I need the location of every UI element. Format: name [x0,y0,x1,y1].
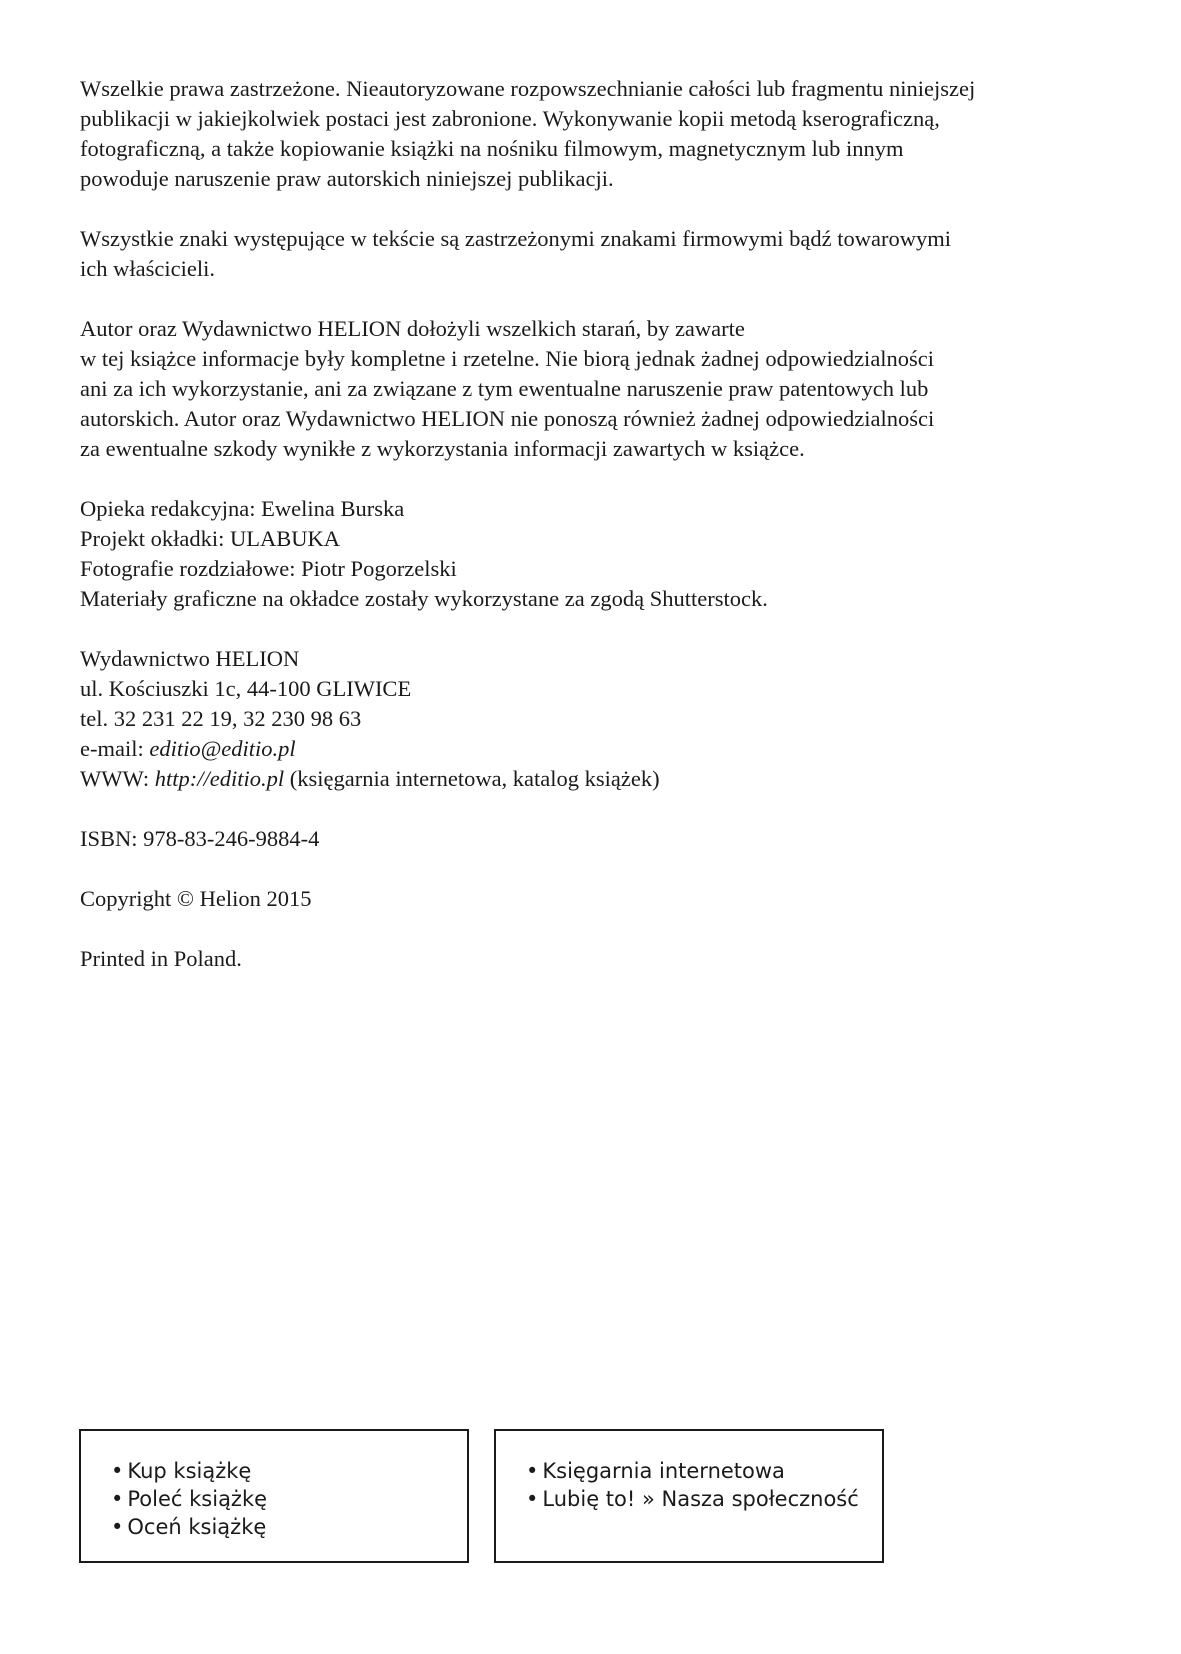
rights-notice [80,74,1120,194]
store-links-list [496,1431,882,1513]
rights-line: powoduje naruszenie praw autorskich niniejszej publikacji. [80,166,614,191]
editor-credit: Opieka redakcyjna: Ewelina Burska [80,496,405,521]
disclaimer-line: ani za ich wykorzystanie, ani za związane z tym ewentualne naruszenie praw patentowych lub [80,376,929,401]
isbn: ISBN: 978-83-246-9884-4 [80,826,320,851]
email-link[interactable]: editio@editio.pl [149,736,296,761]
community-link[interactable] [526,1485,882,1513]
www-label: WWW: [80,766,155,791]
www-link[interactable]: http://editio.pl [154,766,285,791]
recommend-book-label: Poleć książkę [127,1487,268,1511]
publisher-info [80,644,1120,794]
bullet: • [111,1515,124,1539]
copyright: Copyright © Helion 2015 [80,886,312,911]
disclaimer-notice [80,314,1120,464]
store-links-box [494,1429,884,1563]
disclaimer-line: autorskich. Autor oraz Wydawnictwo HELION nie ponoszą również żadnej odpowiedzialności [80,406,935,431]
disclaimer-line: w tej książce informacje były kompletne i rzetelne. Nie biorą jednak żadnej odpowiedzialności [80,346,935,371]
trademarks-line: Wszystkie znaki występujące w tekście są zastrzeżonymi znakami firmowymi bądź towarowymi [80,226,951,251]
www-suffix: (księgarnia internetowa, katalog książek) [284,766,660,791]
online-bookstore-link[interactable] [526,1457,882,1485]
bullet: • [111,1459,124,1483]
rights-line: Wszelkie prawa zastrzeżone. Nieautoryzowane rozpowszechnianie całości lub fragmentu niniejszej [80,76,976,101]
publisher-address: ul. Kościuszki 1c, 44-100 GLIWICE [80,676,412,701]
rights-line: publikacji w jakiejkolwiek postaci jest zabronione. Wykonywanie kopii metodą kserograficzną, [80,106,940,131]
bullet: • [526,1459,539,1483]
disclaimer-line: Autor oraz Wydawnictwo HELION dołożyli wszelkich starań, by zawarte [80,316,745,341]
trademarks-line: ich właścicieli. [80,256,215,281]
online-bookstore-label: Księgarnia internetowa [542,1459,785,1483]
community-label: Lubię to! » Nasza społeczność [542,1487,859,1511]
publisher-www-line [80,764,1120,794]
trademarks-notice [80,224,1120,284]
rate-book-label: Oceń książkę [127,1515,267,1539]
buy-book-link[interactable] [111,1457,467,1485]
bullet: • [526,1487,539,1511]
printed-in: Printed in Poland. [80,946,242,971]
recommend-book-link[interactable] [111,1485,467,1513]
email-label: e-mail: [80,736,150,761]
publisher-name: Wydawnictwo HELION [80,646,300,671]
publisher-phone: tel. 32 231 22 19, 32 230 98 63 [80,706,362,731]
bullet: • [111,1487,124,1511]
photos-credit: Fotografie rozdziałowe: Piotr Pogorzelski [80,556,457,581]
book-actions-box [79,1429,469,1563]
disclaimer-line: za ewentualne szkody wynikłe z wykorzystania informacji zawartych w książce. [80,436,805,461]
rate-book-link[interactable] [111,1513,467,1541]
book-actions-list [81,1431,467,1541]
graphics-credit: Materiały graficzne na okładce zostały wykorzystane za zgodą Shutterstock. [80,586,768,611]
publisher-email-line [80,734,1120,764]
cover-credit: Projekt okładki: ULABUKA [80,526,340,551]
credits [80,494,1120,614]
rights-line: fotograficzną, a także kopiowanie książki na nośniku filmowym, magnetycznym lub innym [80,136,904,161]
colophon-text [80,74,1120,1004]
buy-book-label: Kup książkę [127,1459,252,1483]
